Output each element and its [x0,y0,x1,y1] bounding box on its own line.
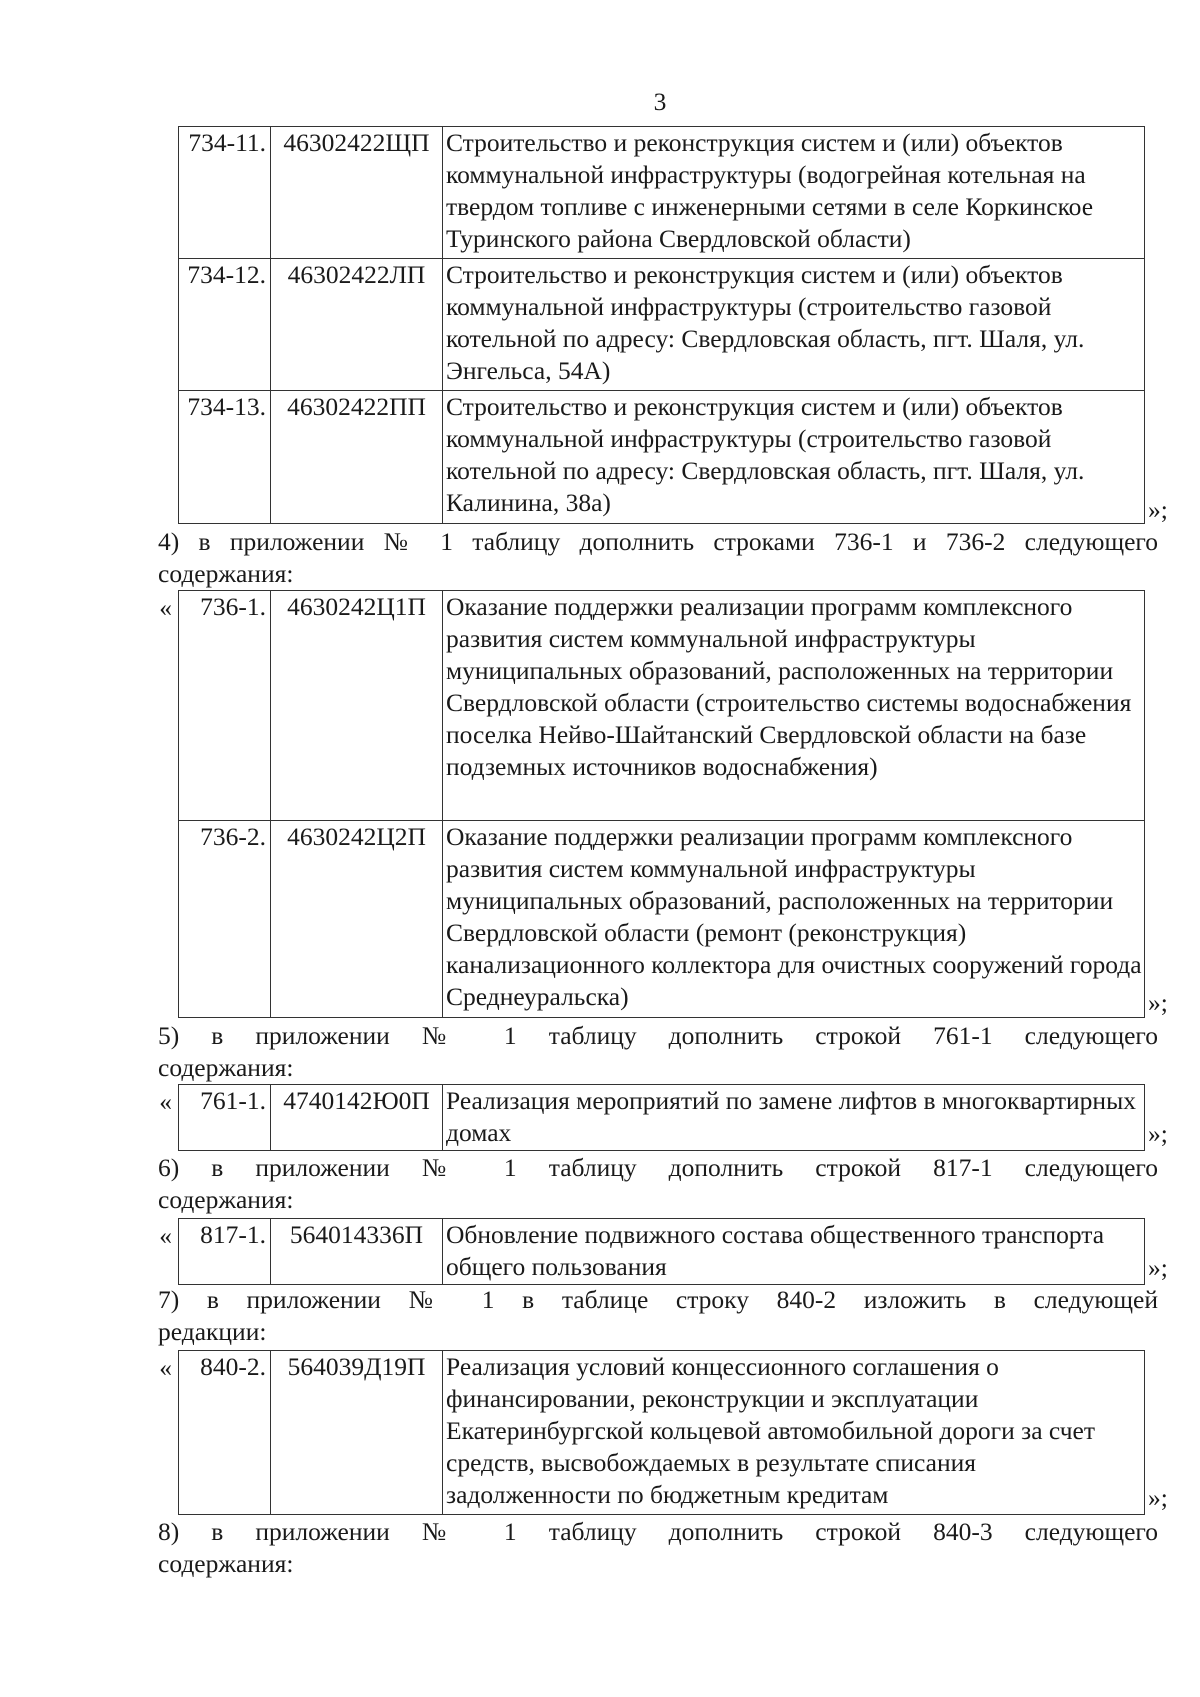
row-description: Обновление подвижного состава общественного транспорта общего пользования [443,1219,1145,1285]
paragraph-5-line-1 [158,1020,1158,1052]
row-number: 734-13. [179,391,271,524]
row-code: 46302422ЛП [271,259,443,391]
closing-quote: »; [1148,988,1168,1017]
paragraph-8-text: 8) в приложении № 1 таблицу дополнить строкой 840-3 следующего [158,1517,1158,1546]
row-code: 4630242Ц2П [271,821,443,1018]
table-row [179,591,1145,821]
paragraph-7-line-1 [158,1284,1158,1316]
row-number: 734-12. [179,259,271,391]
row-number: 736-1. [179,591,271,821]
paragraph-4-line-2: содержания: [158,559,294,588]
row-description: Строительство и реконструкция систем и (или) объектов коммунальной инфраструктуры (строительство газовой котельной по адресу: Свердловская область, пгт. Шаля, ул. Калинина, 38а) [443,391,1145,524]
table-codes-840 [178,1350,1145,1515]
paragraph-5-text: 5) в приложении № 1 таблицу дополнить строкой 761-1 следующего [158,1021,1158,1050]
paragraph-7-text: 7) в приложении № 1 в таблице строку 840-2 изложить в следующей [158,1285,1158,1314]
row-description: Оказание поддержки реализации программ комплексного развития систем коммунальной инфраструктуры муниципальных образований, расположенных на территории Свердловской области (строительство системы водоснабжения поселка Нейво-Шайтанский Свердловской области на базе подземных источников водоснабжения) [443,591,1145,821]
paragraph-6-line-1 [158,1152,1158,1184]
table-row [179,1219,1145,1285]
paragraph-6-line-2: содержания: [158,1185,294,1214]
row-code: 46302422ЩП [271,127,443,259]
row-code: 4740142Ю0П [271,1085,443,1151]
paragraph-5-line-2: содержания: [158,1053,294,1082]
table-row [179,127,1145,259]
row-code: 564039Д19П [271,1351,443,1515]
opening-quote: « [159,1087,172,1116]
page-number: 3 [653,87,667,116]
opening-quote: « [159,593,172,622]
row-number: 736-2. [179,821,271,1018]
row-description: Оказание поддержки реализации программ комплексного развития систем коммунальной инфраструктуры муниципальных образований, расположенных на территории Свердловской области (ремонт (реконструкция) канализационного коллектора для очистных сооружений города Среднеуральска) [443,821,1145,1018]
table-codes-736 [178,590,1145,1018]
opening-quote: « [159,1221,172,1250]
table-codes-817 [178,1218,1145,1285]
paragraph-4-text: 4) в приложении № 1 таблицу дополнить строками 736-1 и 736-2 следующего [158,527,1158,556]
row-code: 564014336П [271,1219,443,1285]
paragraph-7-line-2: редакции: [158,1317,267,1346]
paragraph-8-line-1 [158,1516,1158,1548]
row-number: 817-1. [179,1219,271,1285]
row-code: 4630242Ц1П [271,591,443,821]
paragraph-4-line-1 [158,526,1158,558]
row-description: Строительство и реконструкция систем и (или) объектов коммунальной инфраструктуры (водогрейная котельная на твердом топливе с инженерными сетями в селе Коркинское Туринского района Свердловской области) [443,127,1145,259]
closing-quote: »; [1148,1119,1168,1148]
table-row [179,259,1145,391]
row-code: 46302422ПП [271,391,443,524]
row-description: Реализация мероприятий по замене лифтов в многоквартирных домах [443,1085,1145,1151]
table-codes-761 [178,1084,1145,1151]
table-row [179,1351,1145,1515]
opening-quote: « [159,1353,172,1382]
paragraph-8-line-2: содержания: [158,1549,294,1578]
closing-quote: »; [1148,1253,1168,1282]
table-row [179,1085,1145,1151]
row-number: 734-11. [179,127,271,259]
row-number: 761-1. [179,1085,271,1151]
row-number: 840-2. [179,1351,271,1515]
table-codes-734 [178,126,1145,524]
closing-quote: »; [1148,1483,1168,1512]
row-description: Реализация условий концессионного соглашения о финансировании, реконструкции и эксплуатации Екатеринбургской кольцевой автомобильной дороги за счет средств, высвобождаемых в результате списания задолженности по бюджетным кредитам [443,1351,1145,1515]
table-row [179,821,1145,1018]
table-row [179,391,1145,524]
row-description: Строительство и реконструкция систем и (или) объектов коммунальной инфраструктуры (строительство газовой котельной по адресу: Свердловская область, пгт. Шаля, ул. Энгельса, 54А) [443,259,1145,391]
closing-quote: »; [1148,495,1168,524]
paragraph-6-text: 6) в приложении № 1 таблицу дополнить строкой 817-1 следующего [158,1153,1158,1182]
